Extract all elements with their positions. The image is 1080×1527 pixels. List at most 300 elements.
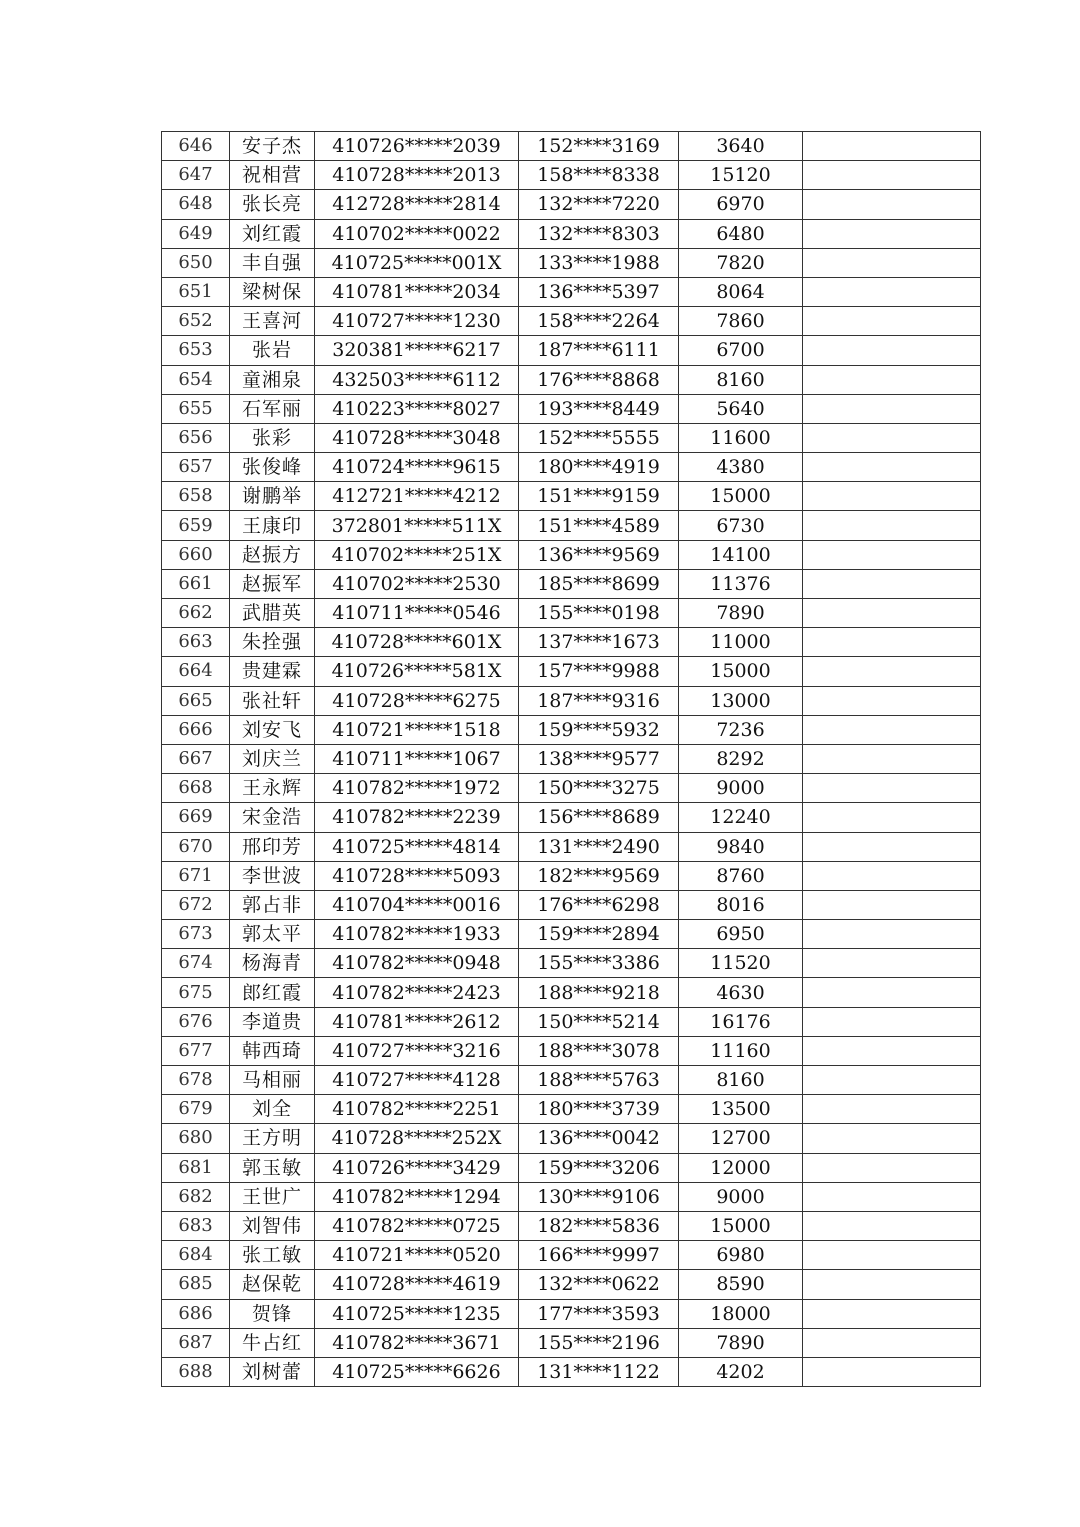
remark-cell — [803, 1182, 981, 1211]
phone-number-cell: 159****5932 — [519, 715, 679, 744]
row-index-cell: 671 — [162, 861, 230, 890]
phone-number-cell: 155****0198 — [519, 599, 679, 628]
remark-cell — [803, 832, 981, 861]
amount-cell: 8160 — [679, 1066, 803, 1095]
id-number-cell: 410728*****3048 — [315, 423, 519, 452]
amount-cell: 11520 — [679, 949, 803, 978]
amount-cell: 6950 — [679, 920, 803, 949]
row-index-cell: 660 — [162, 540, 230, 569]
remark-cell — [803, 540, 981, 569]
row-index-cell: 662 — [162, 599, 230, 628]
phone-number-cell: 132****8303 — [519, 219, 679, 248]
remark-cell — [803, 774, 981, 803]
phone-number-cell: 136****0042 — [519, 1124, 679, 1153]
amount-cell: 7860 — [679, 307, 803, 336]
row-index-cell: 656 — [162, 423, 230, 452]
phone-number-cell: 151****4589 — [519, 511, 679, 540]
remark-cell — [803, 190, 981, 219]
phone-number-cell: 180****3739 — [519, 1095, 679, 1124]
phone-number-cell: 158****8338 — [519, 161, 679, 190]
person-name-cell: 安子杰 — [230, 132, 315, 161]
remark-cell — [803, 657, 981, 686]
table-row — [162, 715, 981, 744]
id-number-cell: 410724*****9615 — [315, 453, 519, 482]
table-row — [162, 1299, 981, 1328]
person-name-cell: 祝相营 — [230, 161, 315, 190]
row-index-cell: 683 — [162, 1211, 230, 1240]
phone-number-cell: 152****5555 — [519, 423, 679, 452]
phone-number-cell: 185****8699 — [519, 569, 679, 598]
phone-number-cell: 166****9997 — [519, 1241, 679, 1270]
id-number-cell: 410728*****601X — [315, 628, 519, 657]
person-name-cell: 郭占非 — [230, 890, 315, 919]
phone-number-cell: 188****9218 — [519, 978, 679, 1007]
remark-cell — [803, 219, 981, 248]
amount-cell: 6730 — [679, 511, 803, 540]
person-name-cell: 张俊峰 — [230, 453, 315, 482]
table-row — [162, 1328, 981, 1357]
phone-number-cell: 193****8449 — [519, 394, 679, 423]
amount-cell: 11000 — [679, 628, 803, 657]
remark-cell — [803, 1299, 981, 1328]
amount-cell: 11376 — [679, 569, 803, 598]
id-number-cell: 410727*****3216 — [315, 1036, 519, 1065]
person-name-cell: 李世波 — [230, 861, 315, 890]
row-index-cell: 669 — [162, 803, 230, 832]
id-number-cell: 410711*****1067 — [315, 744, 519, 773]
person-name-cell: 郭太平 — [230, 920, 315, 949]
person-name-cell: 刘智伟 — [230, 1211, 315, 1240]
table-row — [162, 628, 981, 657]
person-name-cell: 张长亮 — [230, 190, 315, 219]
row-index-cell: 668 — [162, 774, 230, 803]
person-name-cell: 韩西琦 — [230, 1036, 315, 1065]
row-index-cell: 686 — [162, 1299, 230, 1328]
id-number-cell: 320381*****6217 — [315, 336, 519, 365]
phone-number-cell: 188****3078 — [519, 1036, 679, 1065]
person-name-cell: 张彩 — [230, 423, 315, 452]
row-index-cell: 670 — [162, 832, 230, 861]
row-index-cell: 672 — [162, 890, 230, 919]
id-number-cell: 410704*****0016 — [315, 890, 519, 919]
table-row — [162, 920, 981, 949]
row-index-cell: 655 — [162, 394, 230, 423]
row-index-cell: 676 — [162, 1007, 230, 1036]
row-index-cell: 667 — [162, 744, 230, 773]
phone-number-cell: 155****2196 — [519, 1328, 679, 1357]
table-row — [162, 1153, 981, 1182]
table-row — [162, 978, 981, 1007]
amount-cell: 15120 — [679, 161, 803, 190]
table-row — [162, 1066, 981, 1095]
phone-number-cell: 176****6298 — [519, 890, 679, 919]
id-number-cell: 410782*****1294 — [315, 1182, 519, 1211]
row-index-cell: 663 — [162, 628, 230, 657]
table-row — [162, 832, 981, 861]
remark-cell — [803, 803, 981, 832]
id-number-cell: 410726*****3429 — [315, 1153, 519, 1182]
row-index-cell: 677 — [162, 1036, 230, 1065]
table-row — [162, 744, 981, 773]
table-row — [162, 1124, 981, 1153]
row-index-cell: 687 — [162, 1328, 230, 1357]
remark-cell — [803, 307, 981, 336]
table-row — [162, 482, 981, 511]
id-number-cell: 410702*****0022 — [315, 219, 519, 248]
amount-cell: 14100 — [679, 540, 803, 569]
table-row — [162, 248, 981, 277]
table-row — [162, 949, 981, 978]
table-row — [162, 336, 981, 365]
person-name-cell: 童湘泉 — [230, 365, 315, 394]
amount-cell: 15000 — [679, 1211, 803, 1240]
remark-cell — [803, 1036, 981, 1065]
id-number-cell: 372801*****511X — [315, 511, 519, 540]
row-index-cell: 650 — [162, 248, 230, 277]
amount-cell: 15000 — [679, 657, 803, 686]
person-name-cell: 赵振方 — [230, 540, 315, 569]
person-name-cell: 刘红霞 — [230, 219, 315, 248]
remark-cell — [803, 1153, 981, 1182]
table-row — [162, 511, 981, 540]
person-name-cell: 王永辉 — [230, 774, 315, 803]
table-row — [162, 307, 981, 336]
remark-cell — [803, 423, 981, 452]
table-row — [162, 453, 981, 482]
id-number-cell: 410728*****252X — [315, 1124, 519, 1153]
phone-number-cell: 159****2894 — [519, 920, 679, 949]
amount-cell: 6980 — [679, 1241, 803, 1270]
table-row — [162, 569, 981, 598]
amount-cell: 9840 — [679, 832, 803, 861]
amount-cell: 12700 — [679, 1124, 803, 1153]
person-name-cell: 贺锋 — [230, 1299, 315, 1328]
person-name-cell: 赵保乾 — [230, 1270, 315, 1299]
remark-cell — [803, 248, 981, 277]
remark-cell — [803, 628, 981, 657]
remark-cell — [803, 1211, 981, 1240]
person-name-cell: 张社轩 — [230, 686, 315, 715]
person-name-cell: 王喜河 — [230, 307, 315, 336]
id-number-cell: 410702*****251X — [315, 540, 519, 569]
table-body — [162, 132, 981, 1387]
person-name-cell: 王世广 — [230, 1182, 315, 1211]
phone-number-cell: 187****9316 — [519, 686, 679, 715]
row-index-cell: 658 — [162, 482, 230, 511]
phone-number-cell: 150****3275 — [519, 774, 679, 803]
phone-number-cell: 131****1122 — [519, 1357, 679, 1386]
remark-cell — [803, 511, 981, 540]
row-index-cell: 682 — [162, 1182, 230, 1211]
amount-cell: 8064 — [679, 277, 803, 306]
amount-cell: 6700 — [679, 336, 803, 365]
table-row — [162, 1211, 981, 1240]
row-index-cell: 652 — [162, 307, 230, 336]
amount-cell: 11160 — [679, 1036, 803, 1065]
remark-cell — [803, 949, 981, 978]
amount-cell: 8292 — [679, 744, 803, 773]
phone-number-cell: 159****3206 — [519, 1153, 679, 1182]
table-row — [162, 132, 981, 161]
remark-cell — [803, 920, 981, 949]
person-name-cell: 牛占红 — [230, 1328, 315, 1357]
table-row — [162, 161, 981, 190]
id-number-cell: 410726*****581X — [315, 657, 519, 686]
id-number-cell: 410725*****6626 — [315, 1357, 519, 1386]
remark-cell — [803, 482, 981, 511]
amount-cell: 3640 — [679, 132, 803, 161]
amount-cell: 13000 — [679, 686, 803, 715]
phone-number-cell: 150****5214 — [519, 1007, 679, 1036]
id-number-cell: 410728*****6275 — [315, 686, 519, 715]
phone-number-cell: 180****4919 — [519, 453, 679, 482]
id-number-cell: 410711*****0546 — [315, 599, 519, 628]
id-number-cell: 410721*****1518 — [315, 715, 519, 744]
id-number-cell: 412728*****2814 — [315, 190, 519, 219]
row-index-cell: 685 — [162, 1270, 230, 1299]
remark-cell — [803, 861, 981, 890]
amount-cell: 12000 — [679, 1153, 803, 1182]
person-name-cell: 郭玉敏 — [230, 1153, 315, 1182]
phone-number-cell: 176****8868 — [519, 365, 679, 394]
id-number-cell: 410781*****2612 — [315, 1007, 519, 1036]
amount-cell: 4630 — [679, 978, 803, 1007]
table-row — [162, 1095, 981, 1124]
remark-cell — [803, 978, 981, 1007]
remark-cell — [803, 569, 981, 598]
person-name-cell: 张工敏 — [230, 1241, 315, 1270]
remark-cell — [803, 686, 981, 715]
amount-cell: 8160 — [679, 365, 803, 394]
table-row — [162, 890, 981, 919]
person-name-cell: 梁树保 — [230, 277, 315, 306]
row-index-cell: 680 — [162, 1124, 230, 1153]
amount-cell: 11600 — [679, 423, 803, 452]
row-index-cell: 678 — [162, 1066, 230, 1095]
row-index-cell: 684 — [162, 1241, 230, 1270]
phone-number-cell: 136****5397 — [519, 277, 679, 306]
row-index-cell: 646 — [162, 132, 230, 161]
row-index-cell: 674 — [162, 949, 230, 978]
person-name-cell: 郎红霞 — [230, 978, 315, 1007]
id-number-cell: 410223*****8027 — [315, 394, 519, 423]
remark-cell — [803, 1357, 981, 1386]
phone-number-cell: 156****8689 — [519, 803, 679, 832]
phone-number-cell: 131****2490 — [519, 832, 679, 861]
person-name-cell: 王方明 — [230, 1124, 315, 1153]
person-name-cell: 丰自强 — [230, 248, 315, 277]
id-number-cell: 410782*****2423 — [315, 978, 519, 1007]
table-row — [162, 365, 981, 394]
table-row — [162, 219, 981, 248]
id-number-cell: 410781*****2034 — [315, 277, 519, 306]
phone-number-cell: 182****5836 — [519, 1211, 679, 1240]
row-index-cell: 649 — [162, 219, 230, 248]
record-table — [161, 131, 981, 1387]
table-row — [162, 686, 981, 715]
person-name-cell: 杨海青 — [230, 949, 315, 978]
phone-number-cell: 133****1988 — [519, 248, 679, 277]
amount-cell: 7890 — [679, 1328, 803, 1357]
remark-cell — [803, 1241, 981, 1270]
id-number-cell: 410725*****4814 — [315, 832, 519, 861]
remark-cell — [803, 336, 981, 365]
remark-cell — [803, 132, 981, 161]
remark-cell — [803, 1066, 981, 1095]
id-number-cell: 410728*****5093 — [315, 861, 519, 890]
amount-cell: 7236 — [679, 715, 803, 744]
id-number-cell: 410782*****2251 — [315, 1095, 519, 1124]
table-row — [162, 1270, 981, 1299]
person-name-cell: 刘庆兰 — [230, 744, 315, 773]
amount-cell: 9000 — [679, 774, 803, 803]
phone-number-cell: 155****3386 — [519, 949, 679, 978]
person-name-cell: 朱拴强 — [230, 628, 315, 657]
amount-cell: 4202 — [679, 1357, 803, 1386]
phone-number-cell: 177****3593 — [519, 1299, 679, 1328]
id-number-cell: 410727*****1230 — [315, 307, 519, 336]
row-index-cell: 664 — [162, 657, 230, 686]
id-number-cell: 410728*****4619 — [315, 1270, 519, 1299]
remark-cell — [803, 599, 981, 628]
phone-number-cell: 132****0622 — [519, 1270, 679, 1299]
person-name-cell: 马相丽 — [230, 1066, 315, 1095]
row-index-cell: 651 — [162, 277, 230, 306]
table-row — [162, 1036, 981, 1065]
person-name-cell: 刘安飞 — [230, 715, 315, 744]
phone-number-cell: 157****9988 — [519, 657, 679, 686]
row-index-cell: 648 — [162, 190, 230, 219]
amount-cell: 8760 — [679, 861, 803, 890]
row-index-cell: 654 — [162, 365, 230, 394]
remark-cell — [803, 453, 981, 482]
row-index-cell: 657 — [162, 453, 230, 482]
table-row — [162, 774, 981, 803]
table-row — [162, 423, 981, 452]
id-number-cell: 410782*****0948 — [315, 949, 519, 978]
amount-cell: 7820 — [679, 248, 803, 277]
amount-cell: 5640 — [679, 394, 803, 423]
row-index-cell: 666 — [162, 715, 230, 744]
id-number-cell: 410728*****2013 — [315, 161, 519, 190]
remark-cell — [803, 1124, 981, 1153]
table-row — [162, 190, 981, 219]
row-index-cell: 673 — [162, 920, 230, 949]
phone-number-cell: 188****5763 — [519, 1066, 679, 1095]
person-name-cell: 刘全 — [230, 1095, 315, 1124]
amount-cell: 18000 — [679, 1299, 803, 1328]
phone-number-cell: 151****9159 — [519, 482, 679, 511]
phone-number-cell: 182****9569 — [519, 861, 679, 890]
id-number-cell: 410702*****2530 — [315, 569, 519, 598]
table-row — [162, 394, 981, 423]
amount-cell: 13500 — [679, 1095, 803, 1124]
remark-cell — [803, 715, 981, 744]
remark-cell — [803, 394, 981, 423]
id-number-cell: 410782*****2239 — [315, 803, 519, 832]
id-number-cell: 410725*****1235 — [315, 1299, 519, 1328]
table-row — [162, 803, 981, 832]
id-number-cell: 410721*****0520 — [315, 1241, 519, 1270]
remark-cell — [803, 744, 981, 773]
amount-cell: 16176 — [679, 1007, 803, 1036]
person-name-cell: 邢印芳 — [230, 832, 315, 861]
amount-cell: 8016 — [679, 890, 803, 919]
person-name-cell: 宋金浩 — [230, 803, 315, 832]
id-number-cell: 412721*****4212 — [315, 482, 519, 511]
phone-number-cell: 130****9106 — [519, 1182, 679, 1211]
remark-cell — [803, 1007, 981, 1036]
person-name-cell: 谢鹏举 — [230, 482, 315, 511]
person-name-cell: 赵振军 — [230, 569, 315, 598]
row-index-cell: 665 — [162, 686, 230, 715]
table-row — [162, 1007, 981, 1036]
table-row — [162, 861, 981, 890]
remark-cell — [803, 277, 981, 306]
amount-cell: 6970 — [679, 190, 803, 219]
person-name-cell: 武腊英 — [230, 599, 315, 628]
id-number-cell: 410782*****0725 — [315, 1211, 519, 1240]
phone-number-cell: 152****3169 — [519, 132, 679, 161]
id-number-cell: 410725*****001X — [315, 248, 519, 277]
table-row — [162, 1182, 981, 1211]
phone-number-cell: 158****2264 — [519, 307, 679, 336]
row-index-cell: 653 — [162, 336, 230, 365]
row-index-cell: 661 — [162, 569, 230, 598]
table-row — [162, 1241, 981, 1270]
remark-cell — [803, 1095, 981, 1124]
row-index-cell: 679 — [162, 1095, 230, 1124]
phone-number-cell: 187****6111 — [519, 336, 679, 365]
person-name-cell: 李道贵 — [230, 1007, 315, 1036]
person-name-cell: 张岩 — [230, 336, 315, 365]
id-number-cell: 410726*****2039 — [315, 132, 519, 161]
person-name-cell: 贵建霖 — [230, 657, 315, 686]
row-index-cell: 647 — [162, 161, 230, 190]
row-index-cell: 659 — [162, 511, 230, 540]
record-table-container — [161, 131, 981, 1387]
amount-cell: 4380 — [679, 453, 803, 482]
row-index-cell: 675 — [162, 978, 230, 1007]
table-row — [162, 277, 981, 306]
remark-cell — [803, 161, 981, 190]
person-name-cell: 石军丽 — [230, 394, 315, 423]
remark-cell — [803, 890, 981, 919]
table-row — [162, 599, 981, 628]
id-number-cell: 410782*****1972 — [315, 774, 519, 803]
amount-cell: 12240 — [679, 803, 803, 832]
person-name-cell: 刘树蕾 — [230, 1357, 315, 1386]
remark-cell — [803, 1328, 981, 1357]
amount-cell: 8590 — [679, 1270, 803, 1299]
amount-cell: 6480 — [679, 219, 803, 248]
id-number-cell: 432503*****6112 — [315, 365, 519, 394]
table-row — [162, 540, 981, 569]
id-number-cell: 410727*****4128 — [315, 1066, 519, 1095]
amount-cell: 7890 — [679, 599, 803, 628]
phone-number-cell: 132****7220 — [519, 190, 679, 219]
phone-number-cell: 136****9569 — [519, 540, 679, 569]
id-number-cell: 410782*****1933 — [315, 920, 519, 949]
remark-cell — [803, 1270, 981, 1299]
row-index-cell: 681 — [162, 1153, 230, 1182]
amount-cell: 9000 — [679, 1182, 803, 1211]
row-index-cell: 688 — [162, 1357, 230, 1386]
table-row — [162, 1357, 981, 1386]
table-row — [162, 657, 981, 686]
phone-number-cell: 137****1673 — [519, 628, 679, 657]
phone-number-cell: 138****9577 — [519, 744, 679, 773]
